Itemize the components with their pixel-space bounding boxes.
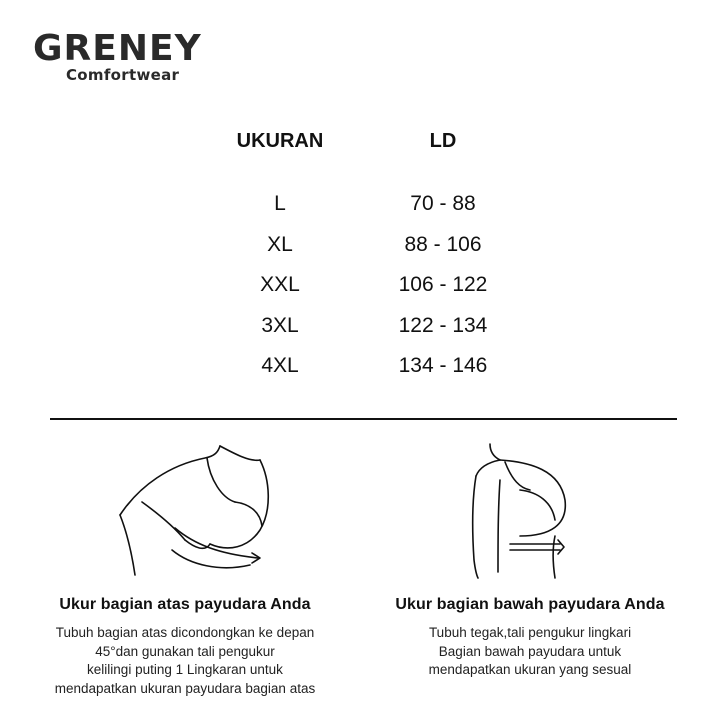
upper-bust-title: Ukur bagian atas payudara Anda <box>59 596 311 613</box>
brand-name: GRENEY <box>33 28 202 69</box>
chest-cell: 88 - 106 <box>404 232 482 256</box>
chest-cell: 122 - 134 <box>398 313 488 337</box>
chest-cell: 106 - 122 <box>398 273 488 296</box>
size-cell: XL <box>267 232 293 256</box>
size-chart-header <box>0 130 726 192</box>
description-line: Tubuh bagian atas dicondongkan ke depan <box>55 625 315 640</box>
brand-tagline: Comfortwear <box>66 66 180 84</box>
chest-cell: 70 - 88 <box>410 192 476 215</box>
under-bust-title: Ukur bagian bawah payudara Anda <box>395 596 665 613</box>
under-bust-illustration-icon <box>460 440 590 580</box>
header-size: UKURAN <box>236 130 324 152</box>
size-cell: L <box>274 192 286 215</box>
chest-cell: 134 - 146 <box>398 354 488 377</box>
table-row <box>0 354 726 395</box>
section-divider <box>50 418 677 420</box>
under-bust-instruction <box>365 596 695 680</box>
upper-bust-illustration-icon <box>110 440 280 580</box>
header-chest: LD <box>429 130 457 152</box>
description-line: Tubuh tegak,tali pengukur lingkari <box>428 625 632 640</box>
table-row <box>0 273 726 314</box>
brand-logo <box>33 30 202 84</box>
description-line: mendapatkan ukuran yang sesual <box>428 662 632 677</box>
table-row <box>0 192 726 233</box>
upper-bust-instruction <box>20 596 350 698</box>
under-bust-description <box>365 624 695 680</box>
size-chart-table <box>0 130 726 395</box>
size-cell: 4XL <box>261 354 299 377</box>
size-cell: XXL <box>260 273 300 296</box>
description-line: Bagian bawah payudara untuk <box>438 643 622 659</box>
table-row <box>0 314 726 355</box>
description-line: 45°dan gunakan tali pengukur <box>95 643 275 659</box>
description-line: kelilingi puting 1 Lingkaran untuk <box>87 662 283 677</box>
description-line: mendapatkan ukuran payudara bagian atas <box>54 680 316 696</box>
upper-bust-description <box>20 624 350 698</box>
size-cell: 3XL <box>261 313 299 337</box>
table-row <box>0 233 726 274</box>
